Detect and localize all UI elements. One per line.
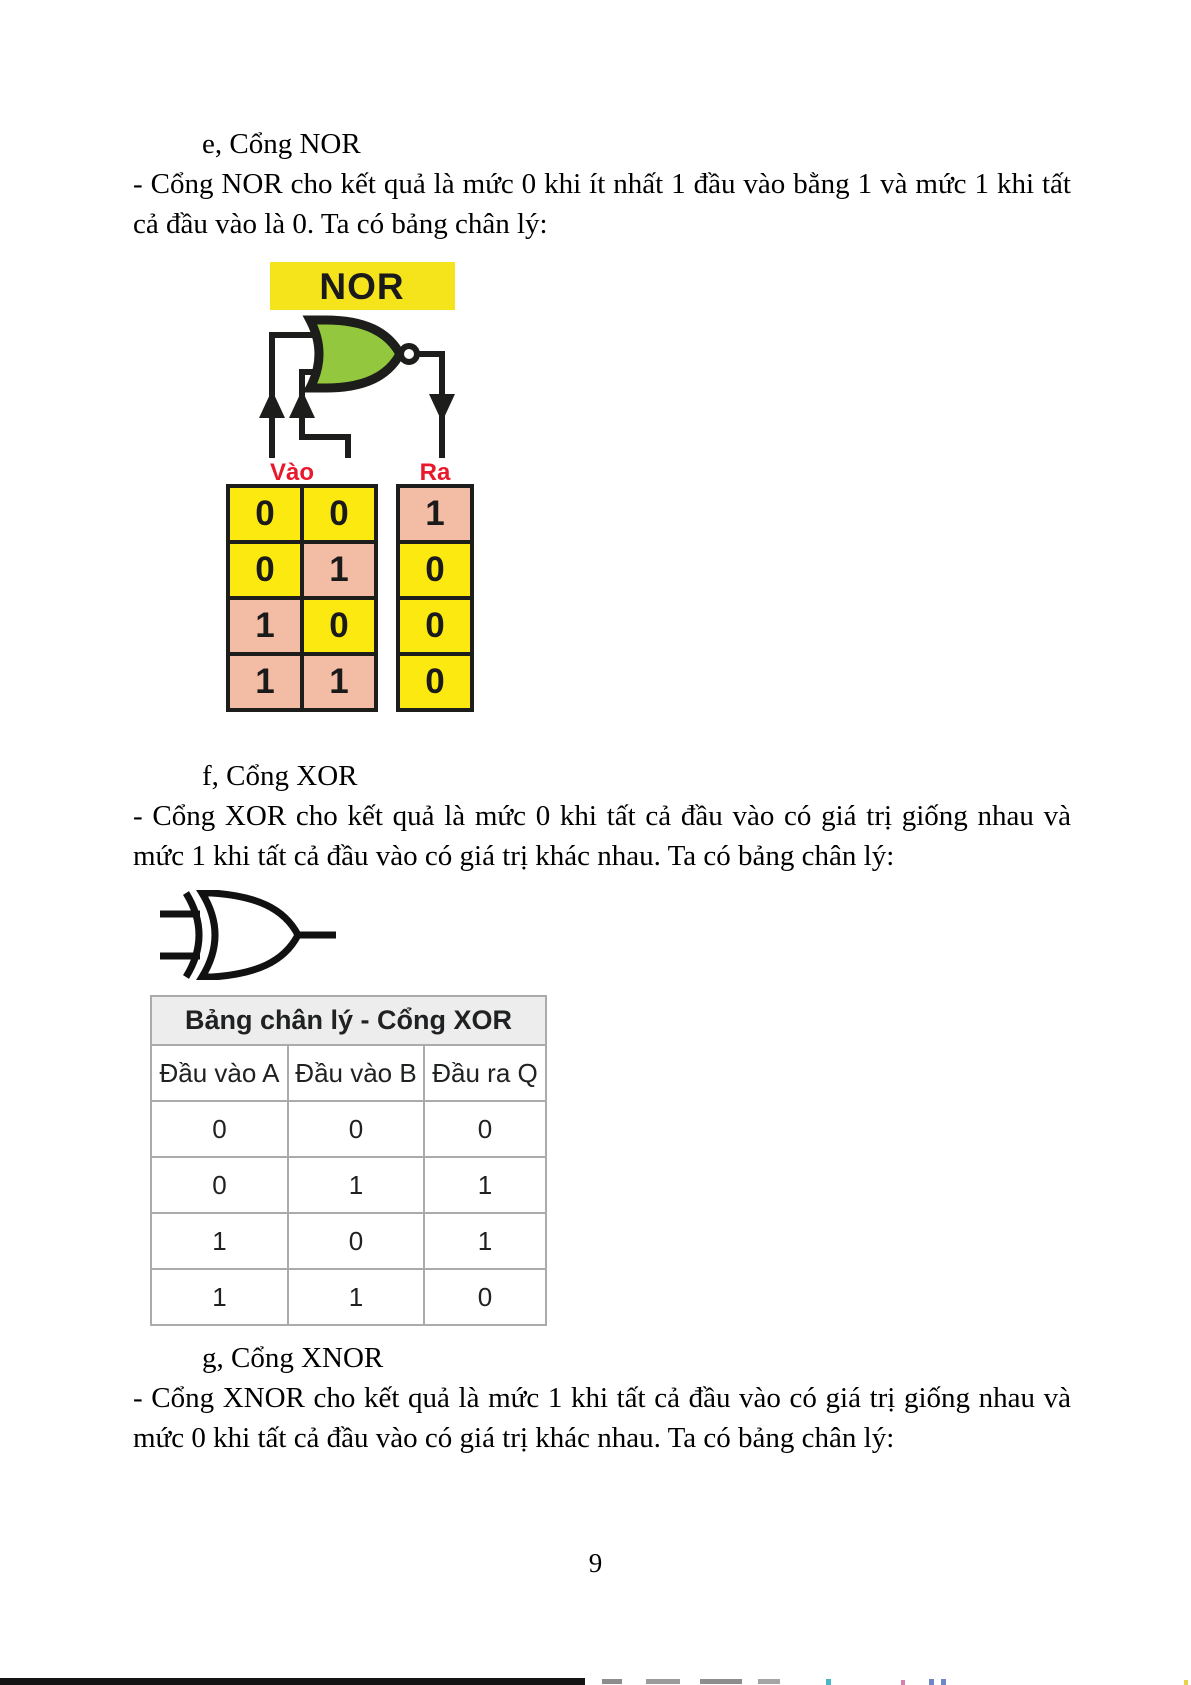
xor-table-title: Bảng chân lý - Cổng XOR <box>151 996 546 1045</box>
truth-cell: 1 <box>302 542 376 598</box>
nor-banner-label: NOR <box>319 266 405 307</box>
xnor-paragraph: - Cổng XNOR cho kết quả là mức 1 khi tất cả đầu vào có giá trị giống nhau và mức 0 khi tất cả đầu vào có giá trị khác nhau. Ta có bảng chân lý: <box>133 1382 1071 1454</box>
table-row <box>151 1101 546 1157</box>
truth-cell: 0 <box>424 1269 546 1325</box>
nor-truth-table <box>226 484 474 712</box>
truth-cell: 0 <box>424 1101 546 1157</box>
table-row <box>228 654 376 710</box>
nor-section-heading: e, Cổng NOR <box>202 128 361 160</box>
column-header: Đầu vào A <box>151 1045 288 1101</box>
nor-output-label: Ra <box>419 459 451 484</box>
truth-cell: 0 <box>151 1157 288 1213</box>
truth-cell: 1 <box>151 1269 288 1325</box>
nor-truth-table-outputs <box>396 484 474 712</box>
table-header-row <box>151 1045 546 1101</box>
table-row <box>151 1269 546 1325</box>
truth-cell: 1 <box>302 654 376 710</box>
truth-cell: 0 <box>398 542 472 598</box>
truth-cell: 1 <box>228 598 302 654</box>
truth-cell: 0 <box>398 654 472 710</box>
input-arrow-icon <box>259 390 285 418</box>
scan-artifact <box>602 1679 622 1684</box>
column-header: Đầu vào B <box>288 1045 424 1101</box>
nor-gate-figure <box>210 262 495 484</box>
input-arrow-icon <box>289 390 315 418</box>
truth-cell: 1 <box>398 486 472 542</box>
table-row <box>398 486 472 542</box>
truth-cell: 0 <box>228 486 302 542</box>
xor-truth-table <box>150 995 547 1326</box>
xor-section-heading: f, Cổng XOR <box>202 760 358 792</box>
scan-artifact <box>646 1679 680 1684</box>
truth-cell: 1 <box>228 654 302 710</box>
truth-cell: 1 <box>288 1269 424 1325</box>
column-header: Đầu ra Q <box>424 1045 546 1101</box>
truth-cell: 0 <box>398 598 472 654</box>
nor-truth-table-inputs <box>226 484 378 712</box>
truth-cell: 0 <box>288 1101 424 1157</box>
scan-artifact-bar <box>0 1678 585 1685</box>
table-row <box>151 1213 546 1269</box>
truth-cell: 1 <box>424 1213 546 1269</box>
scan-artifact <box>758 1679 780 1684</box>
scan-artifact <box>941 1679 946 1685</box>
scan-artifact <box>826 1679 831 1685</box>
table-row <box>228 486 376 542</box>
nor-gate-icon <box>310 320 400 388</box>
truth-cell: 0 <box>302 486 376 542</box>
nor-paragraph: - Cổng NOR cho kết quả là mức 0 khi ít nhất 1 đầu vào bằng 1 và mức 1 khi tất cả đầu vào là 0. Ta có bảng chân lý: <box>133 168 1071 240</box>
table-title-row <box>151 996 546 1045</box>
scan-artifact <box>929 1679 934 1685</box>
table-row <box>228 598 376 654</box>
table-row <box>228 542 376 598</box>
truth-cell: 0 <box>228 542 302 598</box>
xor-paragraph: - Cổng XOR cho kết quả là mức 0 khi tất cả đầu vào có giá trị giống nhau và mức 1 khi tất cả đầu vào có giá trị khác nhau. Ta có bảng chân lý: <box>133 800 1071 872</box>
table-row <box>151 1157 546 1213</box>
truth-cell: 1 <box>424 1157 546 1213</box>
xnor-section-heading: g, Cổng XNOR <box>202 1342 384 1374</box>
xor-gate-icon <box>158 890 338 980</box>
table-row <box>398 654 472 710</box>
page-number: 9 <box>588 1548 603 1578</box>
scan-artifact <box>700 1679 742 1684</box>
truth-cell: 0 <box>288 1213 424 1269</box>
truth-cell: 1 <box>288 1157 424 1213</box>
table-row <box>398 542 472 598</box>
inverter-bubble-icon <box>401 346 417 362</box>
truth-cell: 1 <box>151 1213 288 1269</box>
nor-input-label: Vào <box>269 459 315 484</box>
truth-cell: 0 <box>151 1101 288 1157</box>
truth-cell: 0 <box>302 598 376 654</box>
table-row <box>398 598 472 654</box>
scan-artifact <box>1184 1680 1188 1685</box>
output-arrow-icon <box>429 394 455 422</box>
scan-artifact <box>901 1680 905 1685</box>
